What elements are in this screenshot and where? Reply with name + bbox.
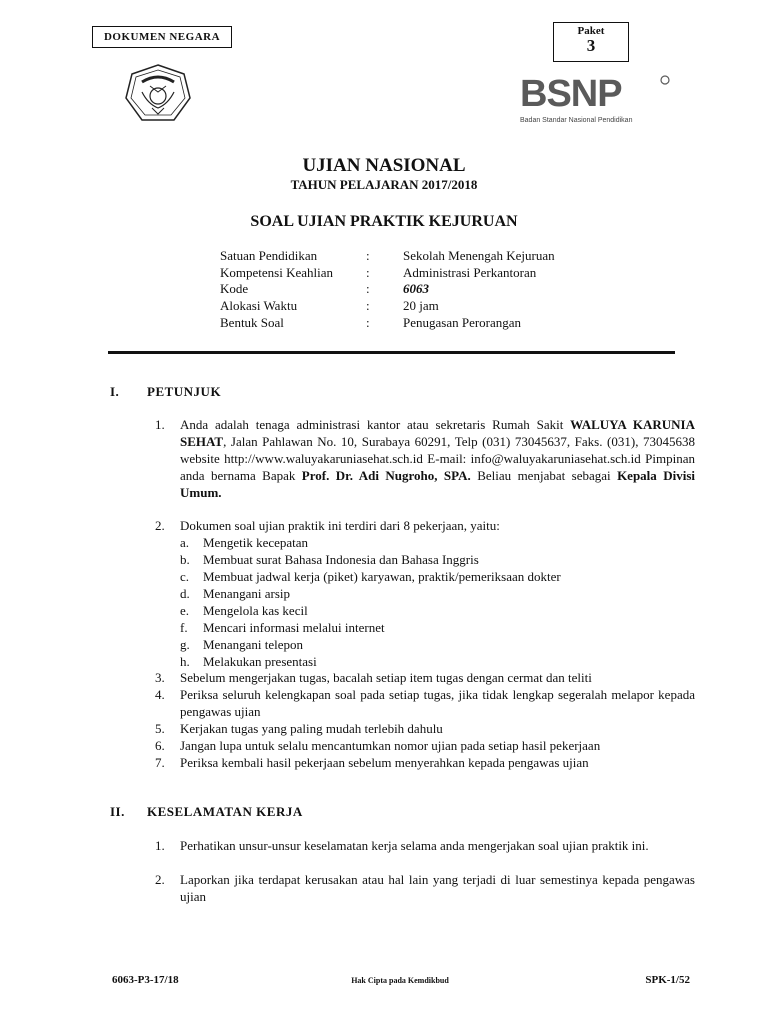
paket-number: 3 [586,36,596,55]
info-sep: : [366,314,370,330]
document-label: DOKUMEN NEGARA [92,26,232,48]
list-item: 4. Periksa seluruh kelengkapan soal pada setiap tugas, jika tidak lengkap segeralah melapor kepada pengawas ujian [155,687,695,719]
year-title: TAHUN PELAJARAN 2017/2018 [290,177,478,192]
info-sep: : [366,281,370,297]
info-key: Satuan Pendidikan [220,248,318,263]
bsnp-logo [520,74,672,124]
list-item: 1. Perhatikan unsur-unsur keselamatan kerja selama anda mengerjakan soal ujian praktik ini. [155,838,649,853]
list-item [155,517,695,534]
info-table [220,248,555,332]
section-number: II. [110,804,125,819]
info-sep: : [366,298,370,314]
item-number: 2. [155,518,165,533]
list-item: 7. Periksa kembali hasil pekerjaan sebelum menyerahkan kepada pengawas ujian [155,755,589,770]
section-title: KESELAMATAN KERJA [147,804,303,819]
section-number: I. [110,384,120,399]
item-text: Dokumen soal ujian praktik ini terdiri dari 8 pekerjaan, yaitu: [180,518,500,533]
info-row [220,281,555,298]
list-item: 2. Laporkan jika terdapat kerusakan atau hal lain yang terjadi di luar semestinya kepada pengawas ujian [155,872,695,904]
list-item: 5. Kerjakan tugas yang paling mudah terlebih dahulu [155,721,443,736]
info-value: Penugasan Perorangan [403,314,522,330]
info-row [220,265,555,282]
footer-copyright: Hak Cipta pada Kemdikbud [351,976,449,985]
list-item: 6. Jangan lupa untuk selalu mencantumkan nomor ujian pada setiap hasil pekerjaan [155,738,601,753]
paket-box [553,22,629,62]
footer-code: 6063-P3-17/18 [112,974,179,986]
section-heading [110,804,510,822]
info-sep: : [366,248,370,263]
info-key: Alokasi Waktu [220,298,298,314]
info-value: 20 jam [403,298,439,314]
info-key: Kode [220,281,249,297]
section-title: PETUNJUK [147,384,222,399]
footer-page: SPK-1/52 [645,974,690,986]
section-heading [110,384,510,402]
svg-text:BSNP: BSNP [520,74,622,112]
info-key: Kompetensi Keahlian [220,264,333,280]
info-value: Sekolah Menengah Kejuruan [403,248,555,263]
info-sep: : [366,264,370,280]
item-text: Anda adalah tenaga administrasi kantor atau sekretaris Rumah Sakit WALUYA KARUNIA SEHAT, Jalan Pahlawan No. 10, Surabaya 60291, Telp (031) 73045637, Faks. (031), 73045638 website http://www.waluyakaruniasehat.sch.id E-mail: info@waluyakaruniasehat.sch.id Pimpinan anda bernama Bapak Prof. Dr. Adi Nugroho, SPA. Beliau menjabat sebagai Kepala Divisi Umum. [180,417,696,500]
info-row [220,298,555,315]
info-row [220,315,555,332]
list-item [155,416,695,502]
bsnp-subtitle: Badan Standar Nasional Pendidikan [520,117,633,124]
list-item: 3. Sebelum mengerjakan tugas, bacalah setiap item tugas dengan cermat dan teliti [155,670,592,685]
paket-label: Paket [577,25,605,37]
divider [108,351,675,354]
exam-title: SOAL UJIAN PRAKTIK KEJURUAN [250,213,518,230]
info-key: Bentuk Soal [220,314,284,330]
item-number: 1. [155,417,165,432]
bsnp-wordmark-icon [520,74,672,112]
info-value-code: 6063 [403,281,429,297]
info-row [220,248,555,265]
main-title: UJIAN NASIONAL [302,155,466,176]
tut-wuri-handayani-emblem [122,62,194,126]
info-value: Administrasi Perkantoran [403,264,537,280]
